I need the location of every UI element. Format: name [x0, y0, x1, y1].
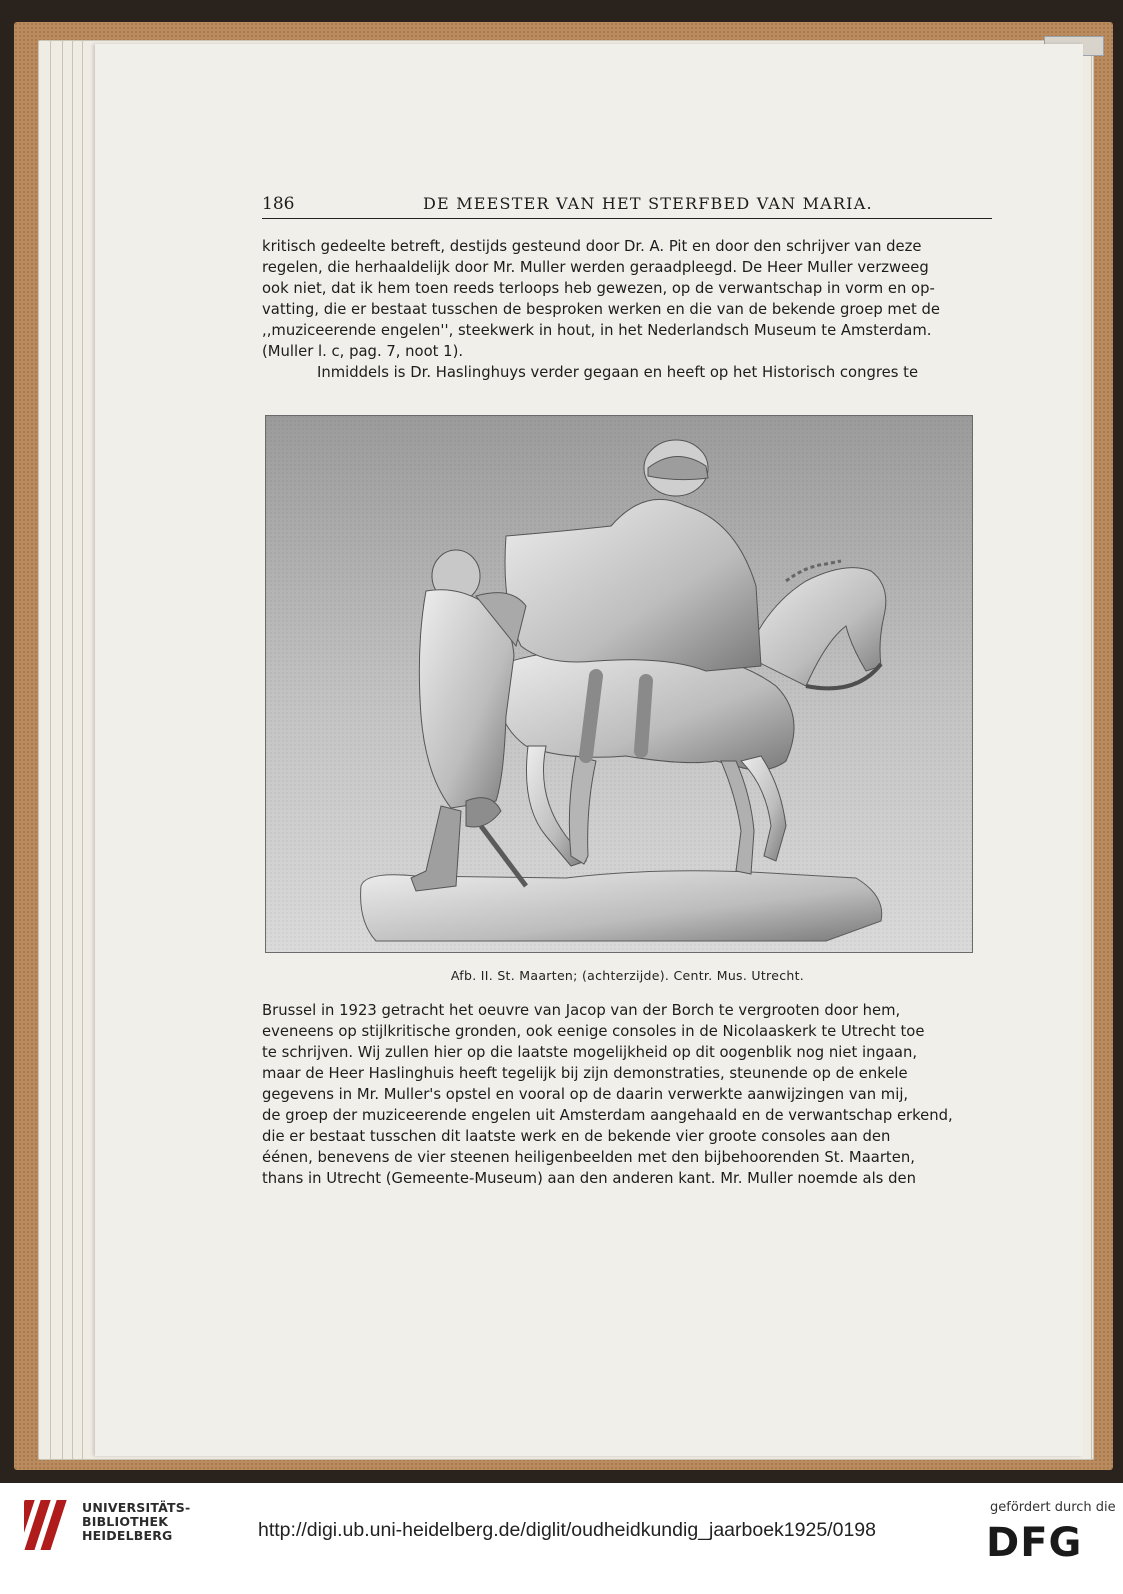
text-line: (Muller l. c, pag. 7, noot 1).: [262, 343, 464, 360]
page-number: 186: [262, 194, 295, 214]
text-line: ook niet, dat ik hem toen reeds terloops heb gewezen, op de verwantschap in vorm en op-: [262, 280, 935, 297]
paragraph-3: [262, 1000, 993, 1189]
paragraph-2: Inmiddels is Dr. Haslinghuys verder gegaan en heeft op het Historisch congres te: [317, 364, 919, 381]
text-line: kritisch gedeelte betreft, destijds gesteund door Dr. A. Pit en door den schrijver van deze: [262, 238, 922, 255]
library-name-line: UNIVERSITÄTS-: [82, 1500, 191, 1515]
paragraph-1: [262, 236, 993, 383]
text-line: vatting, die er bestaat tusschen de besproken werken en die van de bekende groep met de: [262, 301, 940, 318]
library-name-line: HEIDELBERG: [82, 1528, 173, 1543]
figure-caption: Afb. II. St. Maarten; (achterzijde). Centr. Mus. Utrecht.: [450, 968, 805, 983]
running-title: DE MEESTER VAN HET STERFBED VAN MARIA.: [423, 194, 873, 213]
sponsor-label: gefördert durch die: [990, 1500, 1116, 1515]
text-line: te schrijven. Wij zullen hier op die laatste mogelijkheid op dit oogenblik nog niet ingaan,: [262, 1044, 918, 1061]
text-line: thans in Utrecht (Gemeente-Museum) aan den anderen kant. Mr. Muller noemde als den: [262, 1170, 916, 1187]
sculpture-photo: [265, 415, 973, 953]
running-head: [262, 190, 992, 219]
text-line: eveneens op stijlkritische gronden, ook eenige consoles in de Nicolaaskerk te Utrecht toe: [262, 1023, 925, 1040]
text-line: de groep der muziceerende engelen uit Amsterdam aangehaald en de verwantschap erkend,: [262, 1107, 953, 1124]
library-name-line: BIBLIOTHEK: [82, 1514, 169, 1529]
source-url-link[interactable]: http://digi.ub.uni-heidelberg.de/diglit/oudheidkundig_jaarboek1925/0198: [258, 1519, 876, 1541]
text-line: Brussel in 1923 getracht het oeuvre van Jacop van der Borch te vergrooten door hem,: [262, 1002, 901, 1019]
library-logo-icon: [24, 1496, 72, 1554]
dfg-logo: DFG: [986, 1520, 1083, 1566]
st-maarten-sculpture-image: [266, 416, 972, 952]
text-line: gegevens in Mr. Muller's opstel en vooral op de daarin verwerkte aanwijzingen van mij,: [262, 1086, 909, 1103]
text-line: ,,muziceerende engelen'', steekwerk in hout, in het Nederlandsch Museum te Amsterdam.: [262, 322, 932, 339]
text-line: regelen, die herhaaldelijk door Mr. Muller werden geraadpleegd. De Heer Muller verzweeg: [262, 259, 929, 276]
text-line: éénen, benevens de vier steenen heiligenbeelden met den bijbehoorenden St. Maarten,: [262, 1149, 915, 1166]
text-line: maar de Heer Haslinghuis heeft tegelijk bij zijn demonstraties, steunende op de enkele: [262, 1065, 908, 1082]
text-line: die er bestaat tusschen dit laatste werk en de bekende vier groote consoles aan den: [262, 1128, 891, 1145]
library-name: [82, 1501, 190, 1543]
